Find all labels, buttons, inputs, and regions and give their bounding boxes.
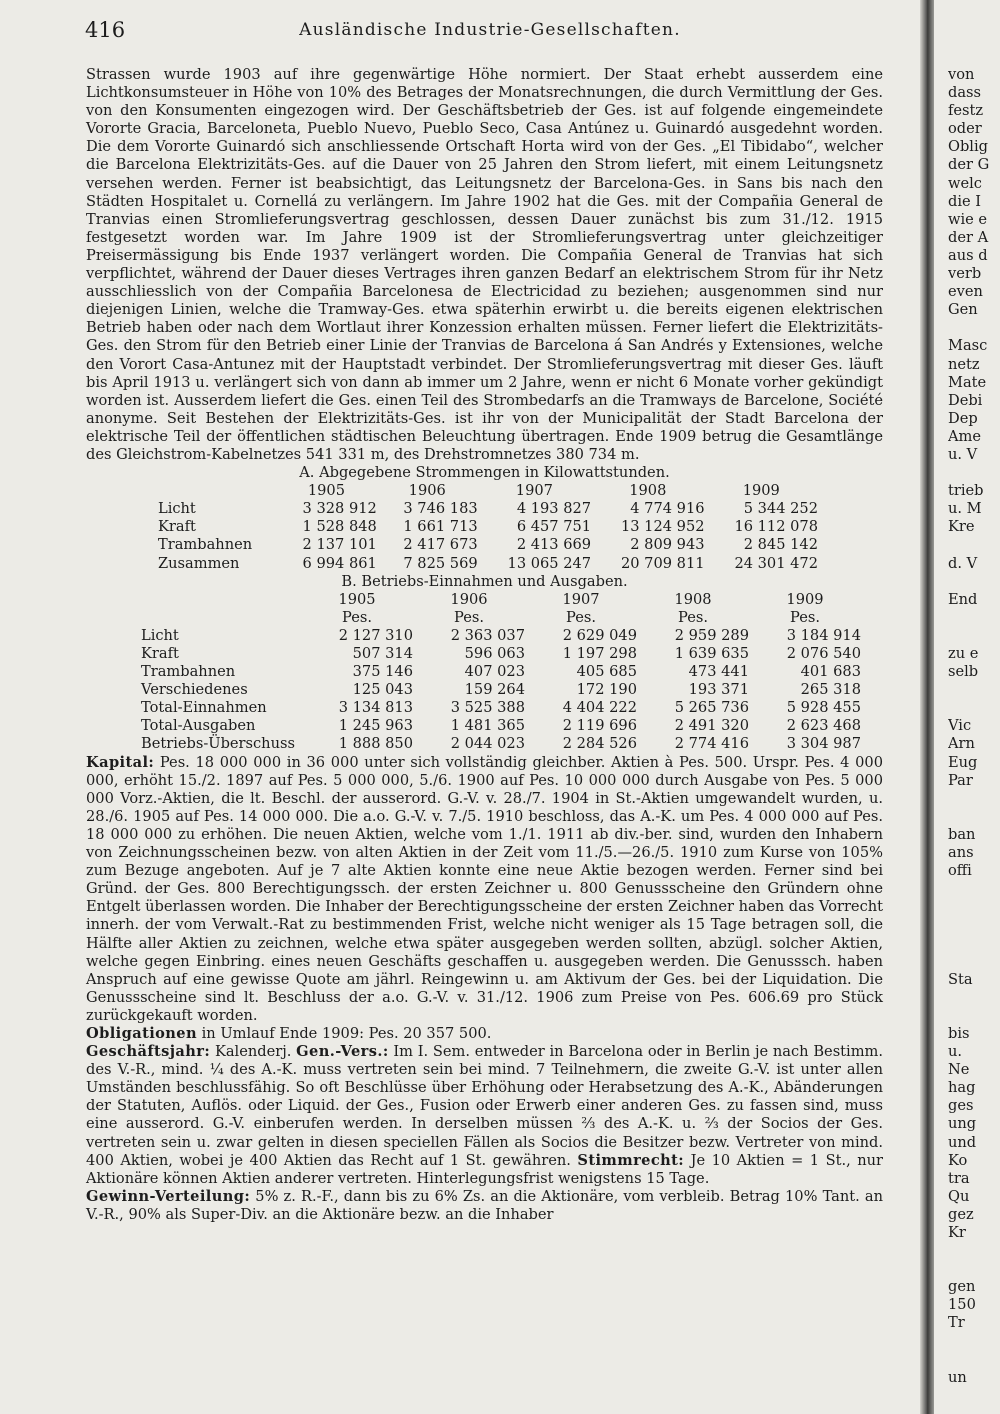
table-b-betriebs-einnahmen (141, 591, 861, 754)
gen-vers-heading: Gen.-Vers.: (296, 1043, 389, 1061)
adjacent-page-line (948, 464, 1000, 482)
adjacent-page-line (948, 1260, 1000, 1278)
adjacent-page-line: End (948, 590, 978, 608)
adjacent-page-line: Gen (948, 301, 978, 319)
row-label: Licht (141, 626, 179, 644)
unit-header: Pes. (790, 608, 820, 626)
kapital-text: Pes. 18 000 000 in 36 000 unter sich vollständig gleichber. Aktien à Pes. 500. Urspr. Pes. 4 000 000, erhöht 15./2. 1897 auf Pes. 5 000 000, 5./6. 1900 auf Pes. 10 000 000 durch Ausgabe von Pes. 5 000 000 Vorz.-Aktien, die lt. Beschl. der ausserord. G.-V. v. 28./7. 1904 in St.-Aktien umgewandelt wurden, u. 28./6. 1905 auf Pes. 14 000 000. Die a.o. G.-V. v. 7./5. 1910 beschloss, das A.-K. um Pes. 4 000 000 auf Pes. 18 000 000 zu erhöhen. Die neuen Aktien, welche vom 1./1. 1911 ab div.-ber. sind, wurden den Inhabern von Zeichnungsscheinen bezw. von alten Aktien in der Zeit vom 11./5.—26./5. 1910 zum Kurse von 105% zum Bezuge angeboten. Auf je 7 alte Aktien konnte eine neue Aktie bezogen werden. Ferner sind bei Gründ. der Ges. 800 Berechtigungssch. der ersten Zeichner u. 800 Genussscheine den Gründern ohne Entgelt überlassen worden. Die Inhaber der Berechtigungsscheine der ersten Zeichner haben das Vorrecht innerh. der vom Verwalt.-Rat zu bestimmenden Frist, welche nicht weniger als 15 Tage betragen soll, die Hälfte aller Aktien zu zeichnen, welche etwa später ausgegeben werden sollten, abzügl. solcher Aktien, welche gegen Einbring. eines neuen Geschäfts geschaffen u. ausgegeben werden. Die Genusssch. haben Anspruch auf eine gewisse Quote am jährl. Reingewinn u. am Aktivum der Ges. bei der Liquidation. Die Genussscheine sind lt. Beschluss der a.o. G.-V. v. 31./12. 1906 zum Preise von Pes. 606.69 pro Stück zurückgekauft worden. (86, 753, 883, 1024)
obligationen-heading: Obligationen (86, 1024, 197, 1042)
table-cell: 407 023 (464, 663, 525, 681)
table-row (141, 627, 861, 645)
table-cell: 375 146 (352, 663, 413, 681)
table-corner-cell (141, 591, 301, 609)
gewinn-verteilung-text: 5% z. R.-F., dann bis zu 6% Zs. an die Aktionäre, vom verbleib. Betrag 10% Tant. an V.-R., 90% als Super-Div. an die Aktionäre bezw. an die Inhaber (86, 1187, 883, 1223)
table-cell: 193 371 (688, 681, 749, 699)
row-label: Total-Ausgaben (141, 717, 256, 735)
adjacent-page-line (948, 880, 1000, 898)
adjacent-page-line: dass (948, 84, 982, 102)
obligationen-text: in Umlauf Ende 1909: Pes. 20 357 500. (201, 1024, 492, 1042)
table-cell: 3 134 813 (338, 699, 413, 717)
table-header-row (158, 482, 818, 500)
adjacent-page-line (948, 1242, 1000, 1260)
year-header: 1909 (786, 590, 824, 608)
adjacent-page-line: bis (948, 1024, 970, 1042)
table-header-row (141, 591, 861, 609)
unit-header: Pes. (678, 608, 708, 626)
table-cell: 1 639 635 (674, 645, 749, 662)
adjacent-page-line (948, 916, 1000, 934)
table-cell: 596 063 (464, 645, 525, 662)
adjacent-page-line: wie e (948, 210, 988, 228)
table-cell: 2 417 673 (403, 536, 478, 554)
table-cell: 2 774 416 (674, 735, 749, 753)
adjacent-page-line: der A (948, 228, 989, 246)
table-cell: 2 137 101 (302, 536, 377, 554)
table-cell: 2 044 023 (450, 735, 525, 753)
table-row (158, 500, 818, 518)
row-label: Verschiedenes (141, 681, 248, 699)
adjacent-page-line: Qu (948, 1187, 970, 1205)
adjacent-page-line: Par (948, 771, 973, 789)
table-cell: 3 525 388 (450, 699, 525, 717)
table-cell: 5 265 736 (674, 699, 749, 717)
year-header: 1908 (674, 590, 712, 608)
gewinn-verteilung-section (86, 1188, 883, 1224)
adjacent-page-line (948, 1351, 1000, 1369)
table-cell: 4 404 222 (562, 699, 637, 717)
adjacent-page-line: Tr (948, 1314, 965, 1332)
table-cell: 2 363 037 (450, 626, 525, 644)
table-cell: 1 197 298 (562, 645, 637, 662)
adjacent-page-line: u. M (948, 500, 982, 518)
table-cell: 2 284 526 (562, 735, 637, 753)
year-header: 1905 (338, 590, 376, 608)
table-cell: 125 043 (352, 681, 413, 699)
page-header (85, 18, 895, 48)
table-a-title: A. Abgegebene Strommengen in Kilowattstunden. (299, 464, 670, 482)
table-cell: 1 245 963 (338, 717, 413, 735)
table-cell: 401 683 (800, 663, 861, 681)
adjacent-page-line: selb (948, 663, 979, 681)
adjacent-page-line: von (948, 66, 975, 83)
table-b-title: B. Betriebs-Einnahmen und Ausgaben. (341, 572, 628, 590)
adjacent-page-line: Ne (948, 1061, 970, 1079)
adjacent-page-line: u. (948, 1043, 963, 1061)
row-label: Betriebs-Überschuss (141, 735, 295, 753)
obligationen-section (86, 1025, 883, 1043)
adjacent-page-line: Dep (948, 409, 978, 427)
table-cell: 3 184 914 (786, 626, 861, 644)
table-cell: 1 481 365 (450, 717, 525, 735)
stimmrecht-heading: Stimmrecht: (577, 1151, 685, 1169)
adjacent-page-line: die I (948, 192, 982, 210)
table-cell: 24 301 472 (734, 554, 818, 572)
table-cell: 5 928 455 (786, 699, 861, 717)
adjacent-page-line (948, 1007, 1000, 1025)
main-text-column (86, 66, 883, 1224)
adjacent-page-line (948, 808, 1000, 826)
table-cell: 13 124 952 (620, 518, 705, 536)
adjacent-page-edge (948, 66, 1000, 1387)
table-row (141, 663, 861, 681)
adjacent-page-line: Kr (948, 1224, 966, 1241)
adjacent-page-line: gen (948, 1278, 976, 1296)
adjacent-page-line: offi (948, 862, 972, 880)
adjacent-page-line: festz (948, 102, 984, 120)
year-header: 1909 (742, 482, 780, 500)
adjacent-page-line: Mate (948, 373, 987, 391)
table-cell: 2 413 669 (516, 536, 592, 554)
adjacent-page-line (948, 898, 1000, 916)
adjacent-page-line: ung (948, 1115, 977, 1133)
row-label: Kraft (158, 518, 196, 536)
table-cell: 507 314 (352, 645, 413, 662)
intro-paragraph: Strassen wurde 1903 auf ihre gegenwärtige Höhe normiert. Der Staat erhebt ausserdem eine Lichtkonsumsteuer in Höhe von 10% des Betrages der Monatsrechnungen, die durch Vermittlung der Ges. von den Konsumenten eingezogen wird. Der Geschäftsbetrieb der Ges. ist auf folgende eingemeindete Vororte Gracia, Barceloneta, Pueblo Nuevo, Pueblo Seco, Casa Antúnez u. Guinardó ausgedehnt worden. Die dem Vororte Guinardó sich anschliessende Ortschaft Horta wird von der Ges. „El Tibidabo“, welcher die Barcelona Elektrizitäts-Ges. auf die Dauer von 25 Jahren den Strom liefert, mit einem Leitungsnetz versehen werden. Ferner ist beabsichtigt, das Leitungsnetz der Barcelona-Ges. in Sans bis nach den Städten Hospitalet u. Cornellá zu verlängern. Im Jahre 1902 hat die Ges. mit der Compañia General de Tranvias einen Stromlieferungsvertrag geschlossen, dessen Dauer zunächst bis zum 31./12. 1915 festgesetzt worden war. Im Jahre 1909 ist der Stromlieferungsvertrag unter gleichzeitiger Preisermässigung bis Ende 1937 verlängert worden. Die Compañia General de Tranvias hat sich verpflichtet, während der Dauer dieses Vertrages ihren ganzen Bedarf an elektrischem Strom für ihr Netz ausschliesslich von der Compañia Barcelonesa de Electricidad zu beziehen; ausgenommen sind nur diejenigen Linien, welche die Tramway-Ges. etwa späterhin erwirbt u. die bereits eigenen elektrischen Betrieb haben oder nach dem Wortlaut ihrer Konzession erhalten müssen. Ferner liefert die Elektrizitäts-Ges. den Strom für den Betrieb einer Linie der Tranvias de Barcelona á San Andrés y Extensiones, welche den Vorort Casa-Antunez mit der Hauptstadt verbindet. Der Stromlieferungsvertrag mit dieser Ges. läuft bis April 1913 u. verlängert sich von dann ab immer um 2 Jahre, wenn er nicht 6 Monate vorher gekündigt worden ist. Ausserdem liefert die Ges. einen Teil des Strombedarfs an die Tramways de Barcelone, Société anonyme. Seit Bestehen der Elektrizitäts-Ges. ist ihr von der Municipalität der Stadt Barcelona der elektrische Teil der öffentlichen städtischen Beleuchtung übertragen. Ende 1909 betrug die Gesamtlänge des Gleichstrom-Kabelnetzes 541 331 m, des Drehstromnetzes 380 734 m. (86, 66, 883, 463)
adjacent-page-line: Ame (948, 427, 982, 445)
adjacent-page-line: tra (948, 1169, 970, 1187)
unit-header: Pes. (566, 608, 596, 626)
table-cell: 4 193 827 (516, 500, 592, 518)
adjacent-page-line: d. V (948, 554, 978, 572)
table-cell: 13 065 247 (507, 554, 592, 572)
adjacent-page-line: trieb (948, 482, 984, 500)
adjacent-page-line: ans (948, 844, 974, 862)
table-row (141, 699, 861, 717)
table-cell: 3 304 987 (786, 735, 861, 753)
table-cell: 265 318 (800, 681, 861, 699)
adjacent-page-line: even (948, 283, 983, 301)
table-cell: 3 328 912 (302, 500, 377, 518)
adjacent-page-line: un (948, 1368, 967, 1386)
adjacent-page-line (948, 989, 1000, 1007)
table-row (141, 645, 861, 663)
table-row (141, 681, 861, 699)
adjacent-page-line: ges (948, 1097, 974, 1115)
adjacent-page-line: Eug (948, 753, 978, 771)
row-label: Zusammen (158, 554, 240, 572)
adjacent-page-line: welc (948, 174, 982, 192)
table-cell: 7 825 569 (403, 554, 478, 572)
table-cell: 2 623 468 (786, 717, 861, 735)
row-label: Total-Einnahmen (141, 699, 267, 717)
row-label: Trambahnen (141, 663, 236, 681)
unit-header: Pes. (454, 608, 484, 626)
table-unit-row (141, 609, 861, 627)
adjacent-page-line (948, 627, 1000, 645)
table-cell: 2 491 320 (674, 717, 749, 735)
adjacent-page-line: Vic (948, 717, 972, 735)
adjacent-page-line: verb (948, 265, 982, 283)
kapital-heading: Kapital: (86, 753, 155, 771)
adjacent-page-line: Debi (948, 391, 983, 409)
table-cell: 405 685 (576, 663, 637, 681)
year-header: 1906 (408, 482, 446, 500)
year-header: 1906 (450, 590, 488, 608)
stimmrecht-text: Je 10 Aktien = 1 St., nur Aktionäre können Aktien anderer vertreten. Hinterlegungsfrist wenigstens 15 Tage. (86, 1151, 883, 1187)
table-cell: 2 959 289 (674, 626, 749, 644)
adjacent-page-line (948, 699, 1000, 717)
adjacent-page-line: der G (948, 156, 990, 174)
table-corner-cell (141, 609, 301, 627)
row-label: Trambahnen (158, 536, 253, 554)
year-header: 1907 (515, 482, 553, 500)
adjacent-page-line (948, 536, 1000, 554)
table-cell: 5 344 252 (743, 500, 818, 518)
table-cell: 6 994 861 (302, 554, 377, 572)
table-row (141, 717, 861, 735)
table-cell: 4 774 916 (630, 500, 705, 518)
adjacent-page-line: ban (948, 825, 976, 843)
adjacent-page-line: 150 (948, 1296, 976, 1314)
table-cell: 16 112 078 (734, 518, 818, 536)
adjacent-page-line: hag (948, 1079, 976, 1097)
geschaeftsjahr-heading: Geschäftsjahr: (86, 1043, 211, 1061)
table-corner-cell (158, 482, 276, 500)
row-label: Kraft (141, 645, 179, 662)
adjacent-page-line (948, 681, 1000, 699)
adjacent-page-line: Masc (948, 337, 988, 355)
table-cell: 2 076 540 (786, 645, 861, 662)
adjacent-page-line (948, 319, 1000, 337)
table-cell: 1 528 848 (302, 518, 377, 536)
adjacent-page-line: oder (948, 120, 982, 138)
adjacent-page-line (948, 1333, 1000, 1351)
adjacent-page-line: aus d (948, 246, 988, 264)
adjacent-page-line (948, 935, 1000, 953)
adjacent-page-line: Kre (948, 518, 975, 536)
page-number: 416 (85, 18, 126, 42)
geschaeftsjahr-text: Kalenderj. (214, 1043, 292, 1061)
table-row (141, 735, 861, 753)
table-cell: 2 845 142 (743, 536, 818, 554)
table-cell: 2 119 696 (562, 717, 637, 735)
kapital-section (86, 754, 883, 1025)
table-cell: 2 127 310 (338, 626, 413, 644)
table-row (158, 555, 818, 573)
table-cell: 1 888 850 (338, 735, 413, 753)
year-header: 1908 (629, 482, 667, 500)
row-label: Licht (158, 500, 196, 518)
table-cell: 159 264 (464, 681, 525, 699)
adjacent-page-line: Oblig (948, 138, 988, 156)
running-title: Ausländische Industrie-Gesellschaften. (299, 20, 681, 40)
adjacent-page-line (948, 953, 1000, 971)
table-cell: 20 709 811 (620, 554, 705, 572)
adjacent-page-line: Ko (948, 1151, 968, 1169)
adjacent-page-line (948, 790, 1000, 808)
table-cell: 6 457 751 (516, 518, 592, 536)
year-header: 1907 (562, 590, 600, 608)
table-cell: 3 746 183 (403, 500, 478, 518)
geschaeftsjahr-section (86, 1043, 883, 1188)
adjacent-page-line (948, 573, 1000, 591)
table-cell: 2 809 943 (630, 536, 705, 554)
adjacent-page-line: gez (948, 1205, 974, 1223)
table-cell: 1 661 713 (403, 518, 478, 536)
adjacent-page-line: Arn (948, 735, 975, 753)
adjacent-page-line: u. V (948, 445, 978, 463)
table-cell: 172 190 (576, 681, 637, 699)
adjacent-page-line: netz (948, 355, 980, 373)
table-row (158, 518, 818, 536)
table-row (158, 536, 818, 554)
gewinn-verteilung-heading: Gewinn-Verteilung: (86, 1187, 251, 1205)
table-cell: 2 629 049 (562, 626, 637, 644)
unit-header: Pes. (342, 608, 372, 626)
gen-vers-text: Im I. Sem. entweder in Barcelona oder in Berlin je nach Bestimm. des V.-R., mind. ¼ des A.-K. muss vertreten sein bei mind. 7 Teilnehmern, die zweite G.-V. ist unter allen Umständen beschlussfähig. So oft Beschlüsse über Erhöhung oder Herabsetzung des A.-K., Abänderungen der Statuten, Auflös. oder Liquid. der Ges., Fusion oder Erwerb einer anderen Ges. zu fassen sind, muss eine ausserord. G.-V. einberufen werden. In derselben müssen ⅔ des A.-K. u. ⅔ der Socios der Ges. vertreten sein u. zwar gelten in diesen speciellen Fällen als Socios die Besitzer bezw. Vertreter von mind. 400 Aktien, wobei je 400 Aktien das Recht auf 1 St. gewähren. (86, 1043, 884, 1169)
adjacent-page-line (948, 609, 1000, 627)
year-header: 1905 (307, 482, 345, 500)
adjacent-page-line: zu e (948, 645, 979, 662)
page-gutter (920, 0, 934, 1414)
table-cell: 473 441 (688, 663, 749, 681)
table-a-strommengen (158, 482, 818, 572)
adjacent-page-line: Sta (948, 970, 973, 988)
adjacent-page-line: und (948, 1133, 977, 1151)
